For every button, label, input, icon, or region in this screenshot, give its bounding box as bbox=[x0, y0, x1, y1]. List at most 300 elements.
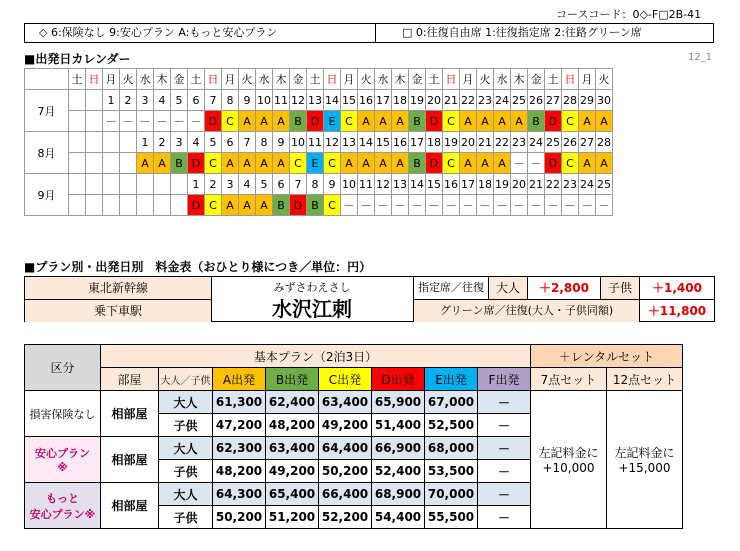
departure-code-cell: B bbox=[290, 111, 307, 132]
weekday-cell: 木 bbox=[154, 69, 171, 90]
date-cell: 3 bbox=[171, 132, 188, 153]
departure-code-cell: D bbox=[188, 153, 205, 174]
departure-code-cell: C bbox=[443, 153, 460, 174]
date-cell: 20 bbox=[460, 132, 477, 153]
station-box bbox=[24, 276, 414, 322]
departure-code-cell: A bbox=[375, 153, 392, 174]
departure-code-cell: D bbox=[426, 111, 443, 132]
price-cell: 49,200 bbox=[319, 414, 372, 437]
station-name: 水沢江刺 bbox=[272, 297, 352, 321]
departure-code-cell: － bbox=[409, 195, 426, 216]
green-price: ＋11,800 bbox=[647, 304, 707, 318]
header-room: 部屋 bbox=[101, 368, 159, 391]
departure-code-cell: A bbox=[256, 111, 273, 132]
date-cell: 23 bbox=[562, 174, 579, 195]
weekday-cell: 土 bbox=[426, 69, 443, 90]
departure-code-cell: A bbox=[273, 153, 290, 174]
price-cell: － bbox=[478, 414, 531, 437]
price-cell: － bbox=[478, 437, 531, 460]
page-ref: 12_1 bbox=[688, 52, 713, 63]
date-cell: 17 bbox=[409, 132, 426, 153]
price-cell: 48,200 bbox=[266, 414, 319, 437]
departure-code-cell: A bbox=[222, 195, 239, 216]
departure-code-cell: D bbox=[426, 153, 443, 174]
date-cell: 9 bbox=[273, 132, 290, 153]
weekday-cell: 木 bbox=[273, 69, 290, 90]
date-cell: 7 bbox=[205, 90, 222, 111]
price-cell: 65,400 bbox=[266, 483, 319, 506]
date-cell: 20 bbox=[426, 90, 443, 111]
month-label: 9月 bbox=[25, 174, 69, 216]
date-cell: 6 bbox=[222, 132, 239, 153]
date-cell: 4 bbox=[154, 90, 171, 111]
row-adult-label: 大人 bbox=[159, 437, 213, 460]
date-cell: 19 bbox=[494, 174, 511, 195]
date-cell: 25 bbox=[511, 90, 528, 111]
departure-code-cell: A bbox=[596, 111, 613, 132]
row-child-label: 子供 bbox=[159, 506, 213, 529]
departure-code-cell: D bbox=[307, 111, 324, 132]
departure-code-cell: A bbox=[477, 153, 494, 174]
weekday-cell: 火 bbox=[120, 69, 137, 90]
departure-code-cell: A bbox=[511, 111, 528, 132]
calendar-title: ■出発日カレンダー bbox=[24, 52, 131, 66]
departure-code-cell: － bbox=[341, 195, 358, 216]
departure-code-cell: － bbox=[188, 111, 205, 132]
departure-code-cell: － bbox=[392, 195, 409, 216]
departure-code-cell: A bbox=[392, 111, 409, 132]
date-cell: 14 bbox=[358, 132, 375, 153]
departure-code-cell: B bbox=[528, 111, 545, 132]
date-cell: 2 bbox=[205, 174, 222, 195]
date-cell: 4 bbox=[239, 174, 256, 195]
date-cell: 17 bbox=[460, 174, 477, 195]
reserved-child-price: ＋1,400 bbox=[640, 277, 714, 300]
weekday-cell: 月 bbox=[222, 69, 239, 90]
departure-code-cell: － bbox=[511, 195, 528, 216]
date-cell: 21 bbox=[528, 174, 545, 195]
departure-code-cell: A bbox=[358, 153, 375, 174]
departure-code-cell: － bbox=[358, 195, 375, 216]
departure-code-cell bbox=[86, 111, 103, 132]
date-cell: 11 bbox=[273, 90, 290, 111]
departure-code-cell bbox=[69, 195, 86, 216]
weekday-cell: 火 bbox=[477, 69, 494, 90]
departure-code-cell bbox=[86, 195, 103, 216]
date-cell: 15 bbox=[426, 174, 443, 195]
weekday-cell: 月 bbox=[460, 69, 477, 90]
departure-code-cell: A bbox=[239, 195, 256, 216]
date-cell: 5 bbox=[205, 132, 222, 153]
weekday-cell: 水 bbox=[375, 69, 392, 90]
weekday-cell: 日 bbox=[443, 69, 460, 90]
date-cell: 12 bbox=[324, 132, 341, 153]
date-cell: 24 bbox=[494, 90, 511, 111]
date-cell: 25 bbox=[545, 132, 562, 153]
weekday-cell: 日 bbox=[562, 69, 579, 90]
price-cell: 51,200 bbox=[266, 506, 319, 529]
price-cell: 62,400 bbox=[266, 391, 319, 414]
departure-code-cell bbox=[171, 195, 188, 216]
date-cell: 2 bbox=[154, 132, 171, 153]
departure-code-cell bbox=[120, 195, 137, 216]
header-col-a: A出発 bbox=[213, 368, 266, 391]
departure-code-cell: － bbox=[494, 195, 511, 216]
departure-code-cell: E bbox=[307, 153, 324, 174]
departure-code-cell: － bbox=[460, 195, 477, 216]
station-label: 乗下車駅 bbox=[25, 300, 212, 322]
price-cell: 63,400 bbox=[266, 437, 319, 460]
weekday-cell: 金 bbox=[171, 69, 188, 90]
departure-code-cell: A bbox=[596, 153, 613, 174]
price-cell: 52,500 bbox=[425, 414, 478, 437]
departure-code-cell: A bbox=[579, 111, 596, 132]
price-cell: 66,900 bbox=[372, 437, 425, 460]
weekday-cell: 木 bbox=[392, 69, 409, 90]
price-table bbox=[24, 344, 683, 529]
row-adult-label: 大人 bbox=[159, 391, 213, 414]
date-cell: 16 bbox=[358, 90, 375, 111]
date-cell: 12 bbox=[290, 90, 307, 111]
date-cell: 1 bbox=[103, 90, 120, 111]
weekday-cell: 水 bbox=[494, 69, 511, 90]
seat-fares bbox=[413, 276, 715, 322]
departure-code-cell: － bbox=[477, 195, 494, 216]
date-cell: 2 bbox=[120, 90, 137, 111]
reserved-child-label: 子供 bbox=[601, 277, 640, 300]
date-cell: 18 bbox=[392, 90, 409, 111]
departure-code-cell bbox=[154, 195, 171, 216]
header-col-d: D出発 bbox=[372, 368, 425, 391]
date-cell: 21 bbox=[443, 90, 460, 111]
date-cell bbox=[86, 90, 103, 111]
row-kubun: 損害保険なし bbox=[25, 391, 101, 437]
date-cell: 1 bbox=[137, 132, 154, 153]
date-cell: 28 bbox=[562, 90, 579, 111]
weekday-cell: 日 bbox=[205, 69, 222, 90]
price-cell: 66,400 bbox=[319, 483, 372, 506]
departure-code-cell: B bbox=[409, 153, 426, 174]
date-cell: 4 bbox=[188, 132, 205, 153]
departure-code-cell: A bbox=[477, 111, 494, 132]
date-cell: 11 bbox=[358, 174, 375, 195]
weekday-cell: 火 bbox=[596, 69, 613, 90]
departure-code-cell: － bbox=[137, 111, 154, 132]
weekday-cell: 水 bbox=[137, 69, 154, 90]
rental-7-price: 左記料金に +10,000 bbox=[531, 391, 607, 529]
departure-code-cell: E bbox=[324, 111, 341, 132]
departure-code-cell: A bbox=[256, 153, 273, 174]
date-cell: 5 bbox=[171, 90, 188, 111]
weekday-cell: 月 bbox=[341, 69, 358, 90]
date-cell: 7 bbox=[239, 132, 256, 153]
price-cell: 53,500 bbox=[425, 460, 478, 483]
header-col-f: F出発 bbox=[478, 368, 531, 391]
date-cell: 17 bbox=[375, 90, 392, 111]
departure-code-cell: A bbox=[239, 153, 256, 174]
departure-code-cell: A bbox=[358, 111, 375, 132]
row-room: 相部屋 bbox=[101, 483, 159, 529]
departure-code-cell: － bbox=[562, 195, 579, 216]
departure-code-cell: C bbox=[324, 153, 341, 174]
date-cell: 24 bbox=[579, 174, 596, 195]
date-cell: 13 bbox=[392, 174, 409, 195]
weekday-cell: 土 bbox=[69, 69, 86, 90]
price-cell: 50,200 bbox=[213, 506, 266, 529]
price-cell: 68,900 bbox=[372, 483, 425, 506]
weekday-cell: 火 bbox=[239, 69, 256, 90]
header-basic-plan: 基本プラン（2泊3日） bbox=[101, 345, 531, 368]
green-label: グリーン席／往復(大人・子供同額) bbox=[414, 300, 640, 322]
weekday-cell: 金 bbox=[290, 69, 307, 90]
date-cell: 15 bbox=[341, 90, 358, 111]
legend-left: ◇ 6:保険なし 9:安心プラン A:もっと安心プラン bbox=[24, 23, 376, 43]
date-cell bbox=[86, 132, 103, 153]
weekday-cell: 土 bbox=[307, 69, 324, 90]
header-rental-12: 12点セット bbox=[607, 368, 683, 391]
departure-code-cell: C bbox=[562, 111, 579, 132]
row-child-label: 子供 bbox=[159, 460, 213, 483]
header-col-c: C出発 bbox=[319, 368, 372, 391]
departure-code-cell: A bbox=[494, 111, 511, 132]
weekday-cell: 月 bbox=[103, 69, 120, 90]
price-cell: － bbox=[478, 483, 531, 506]
date-cell bbox=[69, 90, 86, 111]
price-cell: － bbox=[478, 391, 531, 414]
date-cell: 13 bbox=[341, 132, 358, 153]
departure-code-cell: A bbox=[375, 111, 392, 132]
date-cell bbox=[103, 174, 120, 195]
date-cell: 24 bbox=[528, 132, 545, 153]
date-cell: 9 bbox=[239, 90, 256, 111]
header-rental-7: 7点セット bbox=[531, 368, 607, 391]
weekday-cell: 土 bbox=[545, 69, 562, 90]
departure-code-cell: D bbox=[290, 195, 307, 216]
legend-right: □ 0:往復自由席 1:往復指定席 2:往路グリーン席 bbox=[375, 23, 714, 43]
price-cell: 64,400 bbox=[319, 437, 372, 460]
date-cell: 3 bbox=[137, 90, 154, 111]
departure-code-cell: C bbox=[205, 153, 222, 174]
departure-code-cell: C bbox=[205, 195, 222, 216]
date-cell: 14 bbox=[324, 90, 341, 111]
date-cell: 21 bbox=[477, 132, 494, 153]
departure-code-cell: D bbox=[545, 153, 562, 174]
departure-code-cell: B bbox=[171, 153, 188, 174]
header-kubun: 区分 bbox=[25, 345, 101, 391]
departure-code-cell: C bbox=[443, 111, 460, 132]
price-cell: 55,500 bbox=[425, 506, 478, 529]
date-cell: 11 bbox=[307, 132, 324, 153]
price-cell: 50,200 bbox=[319, 460, 372, 483]
date-cell: 19 bbox=[443, 132, 460, 153]
date-cell: 19 bbox=[409, 90, 426, 111]
date-cell: 6 bbox=[188, 90, 205, 111]
date-cell: 5 bbox=[256, 174, 273, 195]
line-name: 東北新幹線 bbox=[25, 277, 212, 300]
date-cell: 1 bbox=[188, 174, 205, 195]
header-col-b: B出発 bbox=[266, 368, 319, 391]
price-cell: 64,300 bbox=[213, 483, 266, 506]
date-cell bbox=[86, 174, 103, 195]
date-cell bbox=[154, 174, 171, 195]
date-cell: 23 bbox=[511, 132, 528, 153]
reserved-adult-label: 大人 bbox=[489, 277, 528, 300]
date-cell: 8 bbox=[222, 90, 239, 111]
departure-code-cell bbox=[86, 153, 103, 174]
price-cell: 51,400 bbox=[372, 414, 425, 437]
header-col-e: E出発 bbox=[425, 368, 478, 391]
departure-code-cell: － bbox=[528, 195, 545, 216]
departure-code-cell: － bbox=[120, 111, 137, 132]
reserved-label: 指定席／往復 bbox=[414, 277, 489, 300]
departure-code-cell: A bbox=[273, 111, 290, 132]
price-cell: － bbox=[478, 460, 531, 483]
departure-code-cell: － bbox=[596, 195, 613, 216]
station-reading: みずさわえさし bbox=[273, 281, 351, 294]
date-cell: 10 bbox=[341, 174, 358, 195]
date-cell: 28 bbox=[596, 132, 613, 153]
date-cell: 10 bbox=[256, 90, 273, 111]
date-cell bbox=[120, 132, 137, 153]
weekday-cell: 金 bbox=[528, 69, 545, 90]
date-cell: 14 bbox=[409, 174, 426, 195]
price-cell: 52,200 bbox=[319, 506, 372, 529]
departure-code-cell bbox=[69, 153, 86, 174]
departure-code-cell: － bbox=[426, 195, 443, 216]
departure-code-cell: C bbox=[324, 195, 341, 216]
date-cell: 8 bbox=[307, 174, 324, 195]
date-cell: 26 bbox=[528, 90, 545, 111]
row-room: 相部屋 bbox=[101, 437, 159, 483]
weekday-cell: 木 bbox=[511, 69, 528, 90]
price-cell: 70,000 bbox=[425, 483, 478, 506]
calendar bbox=[24, 68, 613, 216]
departure-code-cell: － bbox=[528, 153, 545, 174]
date-cell: 22 bbox=[494, 132, 511, 153]
date-cell: 27 bbox=[545, 90, 562, 111]
price-cell: 49,200 bbox=[266, 460, 319, 483]
row-room: 相部屋 bbox=[101, 391, 159, 437]
date-cell bbox=[103, 132, 120, 153]
date-cell: 9 bbox=[324, 174, 341, 195]
date-cell: 18 bbox=[477, 174, 494, 195]
departure-code-cell: B bbox=[307, 195, 324, 216]
course-code: コースコード：0◇-F□2B-41 bbox=[556, 8, 702, 21]
date-cell: 8 bbox=[256, 132, 273, 153]
departure-code-cell: A bbox=[392, 153, 409, 174]
departure-code-cell: － bbox=[511, 153, 528, 174]
departure-code-cell: A bbox=[137, 153, 154, 174]
cal-corner bbox=[25, 69, 69, 90]
date-cell: 25 bbox=[596, 174, 613, 195]
date-cell: 20 bbox=[511, 174, 528, 195]
departure-code-cell: C bbox=[341, 111, 358, 132]
departure-code-cell bbox=[69, 111, 86, 132]
date-cell: 6 bbox=[273, 174, 290, 195]
date-cell: 3 bbox=[222, 174, 239, 195]
departure-code-cell bbox=[137, 195, 154, 216]
price-cell: 62,300 bbox=[213, 437, 266, 460]
departure-code-cell: A bbox=[579, 153, 596, 174]
month-label: 7月 bbox=[25, 90, 69, 132]
date-cell: 26 bbox=[562, 132, 579, 153]
departure-code-cell: A bbox=[460, 153, 477, 174]
date-cell: 22 bbox=[460, 90, 477, 111]
departure-code-cell bbox=[103, 153, 120, 174]
rental-12-price: 左記料金に +15,000 bbox=[607, 391, 683, 529]
departure-code-cell: － bbox=[579, 195, 596, 216]
departure-code-cell: D bbox=[545, 111, 562, 132]
weekday-cell: 土 bbox=[188, 69, 205, 90]
departure-code-cell: B bbox=[273, 195, 290, 216]
header-adult-child: 大人／子供 bbox=[159, 368, 213, 391]
departure-code-cell: A bbox=[494, 153, 511, 174]
price-cell: － bbox=[478, 506, 531, 529]
departure-code-cell: D bbox=[188, 195, 205, 216]
departure-code-cell: － bbox=[545, 195, 562, 216]
price-cell: 65,900 bbox=[372, 391, 425, 414]
date-cell: 22 bbox=[545, 174, 562, 195]
date-cell: 16 bbox=[392, 132, 409, 153]
date-cell: 30 bbox=[596, 90, 613, 111]
date-cell: 10 bbox=[290, 132, 307, 153]
date-cell bbox=[69, 132, 86, 153]
weekday-cell: 火 bbox=[358, 69, 375, 90]
reserved-adult-price: ＋2,800 bbox=[528, 277, 601, 300]
price-cell: 63,400 bbox=[319, 391, 372, 414]
price-cell: 61,300 bbox=[213, 391, 266, 414]
departure-code-cell: － bbox=[154, 111, 171, 132]
price-cell: 54,400 bbox=[372, 506, 425, 529]
departure-code-cell: C bbox=[290, 153, 307, 174]
date-cell bbox=[137, 174, 154, 195]
price-cell: 52,400 bbox=[372, 460, 425, 483]
header-rental: ＋レンタルセット bbox=[531, 345, 683, 368]
weekday-cell: 日 bbox=[86, 69, 103, 90]
date-cell bbox=[69, 174, 86, 195]
date-cell bbox=[171, 174, 188, 195]
date-cell: 15 bbox=[375, 132, 392, 153]
date-cell: 27 bbox=[579, 132, 596, 153]
row-adult-label: 大人 bbox=[159, 483, 213, 506]
departure-code-cell: A bbox=[239, 111, 256, 132]
departure-code-cell: C bbox=[222, 111, 239, 132]
row-kubun: もっと 安心プラン※ bbox=[25, 483, 101, 529]
departure-code-cell: B bbox=[409, 111, 426, 132]
price-cell: 67,000 bbox=[425, 391, 478, 414]
departure-code-cell: A bbox=[341, 153, 358, 174]
weekday-cell: 金 bbox=[409, 69, 426, 90]
departure-code-cell: A bbox=[222, 153, 239, 174]
departure-code-cell: － bbox=[375, 195, 392, 216]
price-cell: 48,200 bbox=[213, 460, 266, 483]
departure-code-cell bbox=[120, 153, 137, 174]
price-cell: 68,000 bbox=[425, 437, 478, 460]
price-cell: 47,200 bbox=[213, 414, 266, 437]
departure-code-cell: A bbox=[460, 111, 477, 132]
row-child-label: 子供 bbox=[159, 414, 213, 437]
departure-code-cell bbox=[103, 195, 120, 216]
departure-code-cell: C bbox=[562, 153, 579, 174]
date-cell: 13 bbox=[307, 90, 324, 111]
departure-code-cell: A bbox=[256, 195, 273, 216]
date-cell: 23 bbox=[477, 90, 494, 111]
departure-code-cell: D bbox=[205, 111, 222, 132]
departure-code-cell: － bbox=[443, 195, 460, 216]
date-cell: 16 bbox=[443, 174, 460, 195]
fare-title: ■プラン別・出発日別 料金表（おひとり様につき／単位：円） bbox=[24, 260, 372, 274]
departure-code-cell: － bbox=[103, 111, 120, 132]
